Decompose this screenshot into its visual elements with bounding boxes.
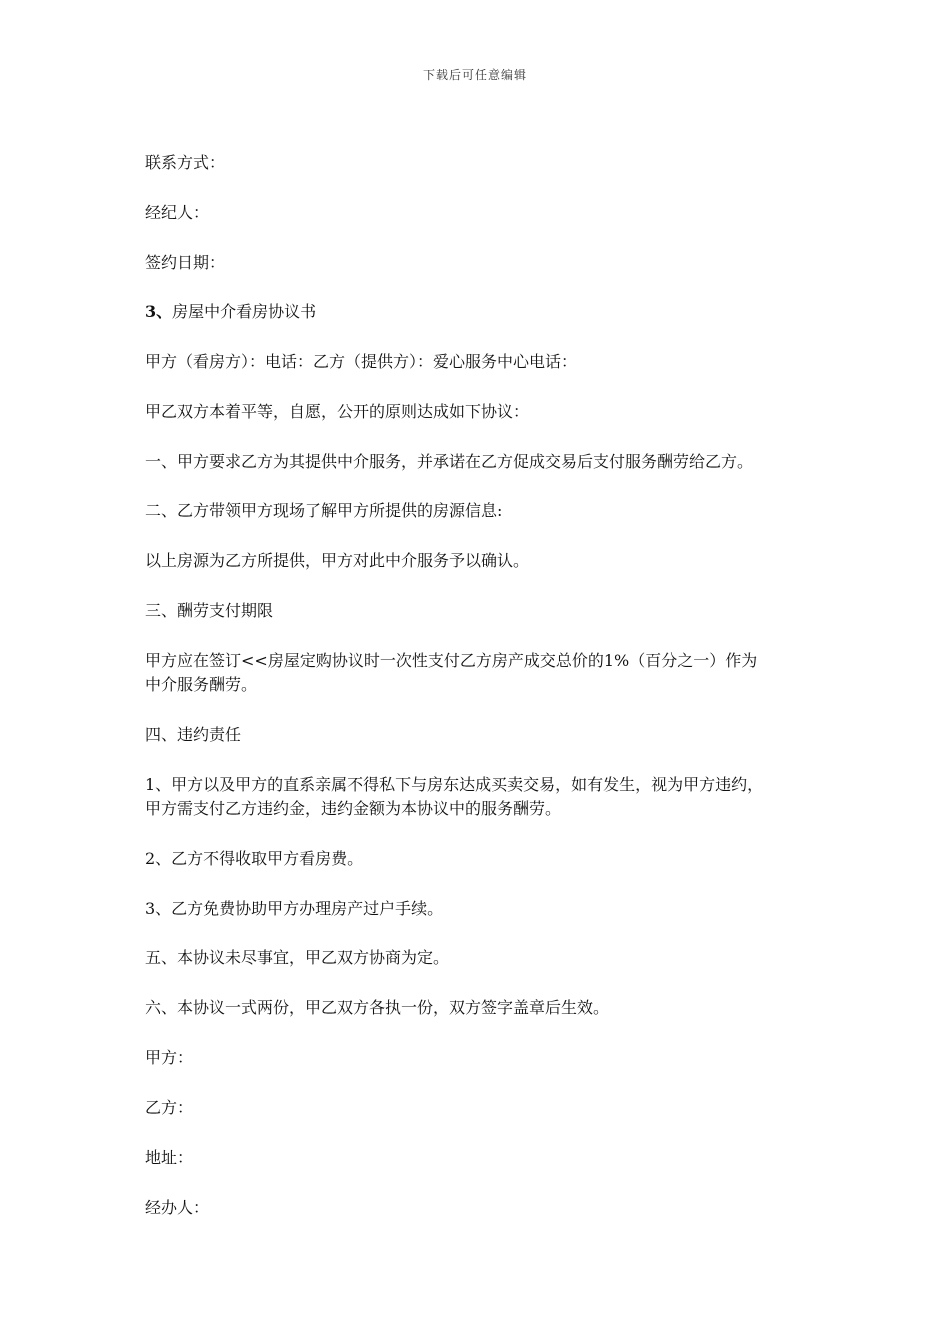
clause-3: 三、酬劳支付期限: [145, 601, 274, 620]
agent-line: 经纪人：: [145, 203, 210, 222]
contact-line: 联系方式：: [145, 153, 226, 172]
party-b-signature: 乙方：: [145, 1098, 194, 1117]
breach-1-line-1: 1、甲方以及甲方的直系亲属不得私下与房东达成买卖交易，如有发生，视为甲方违约，: [145, 775, 764, 794]
header-note: 下载后可任意编辑: [422, 68, 527, 82]
clause-5: 五、本协议未尽事宜，甲乙双方协商为定。: [145, 948, 450, 967]
handler-line: 经办人：: [145, 1198, 210, 1217]
confirm-line: 以上房源为乙方所提供，甲方对此中介服务予以确认。: [145, 551, 530, 570]
payment-line-1: 甲方应在签订<<房屋定购协议时一次性支付乙方房产成交总价的1%（百分之一）作为: [145, 651, 758, 670]
breach-2: 2、乙方不得收取甲方看房费。: [145, 849, 364, 868]
parties-line: 甲方（看房方）：电话：乙方（提供方）：爱心服务中心电话：: [145, 352, 578, 371]
clause-1: 一、甲方要求乙方为其提供中介服务，并承诺在乙方促成交易后支付服务酬劳给乙方。: [145, 452, 754, 471]
payment-line-2: 中介服务酬劳。: [145, 675, 258, 694]
clause-6: 六、本协议一式两份，甲乙双方各执一份，双方签字盖章后生效。: [145, 998, 610, 1017]
breach-1-line-2: 甲方需支付乙方违约金，违约金额为本协议中的服务酬劳。: [145, 799, 562, 818]
sign-date-line: 签约日期：: [145, 253, 226, 272]
party-a-signature: 甲方：: [145, 1048, 194, 1067]
address-line: 地址：: [145, 1148, 194, 1167]
breach-3: 3、乙方免费协助甲方办理房产过户手续。: [145, 899, 444, 918]
section-heading: [145, 300, 825, 324]
clause-2: 二、乙方带领甲方现场了解甲方所提供的房源信息:: [145, 501, 503, 520]
intro-line: 甲乙双方本着平等，自愿，公开的原则达成如下协议：: [145, 402, 530, 421]
section-number: 3、: [145, 302, 173, 321]
clause-4: 四、违约责任: [145, 725, 242, 744]
section-title: 房屋中介看房协议书: [172, 302, 317, 321]
